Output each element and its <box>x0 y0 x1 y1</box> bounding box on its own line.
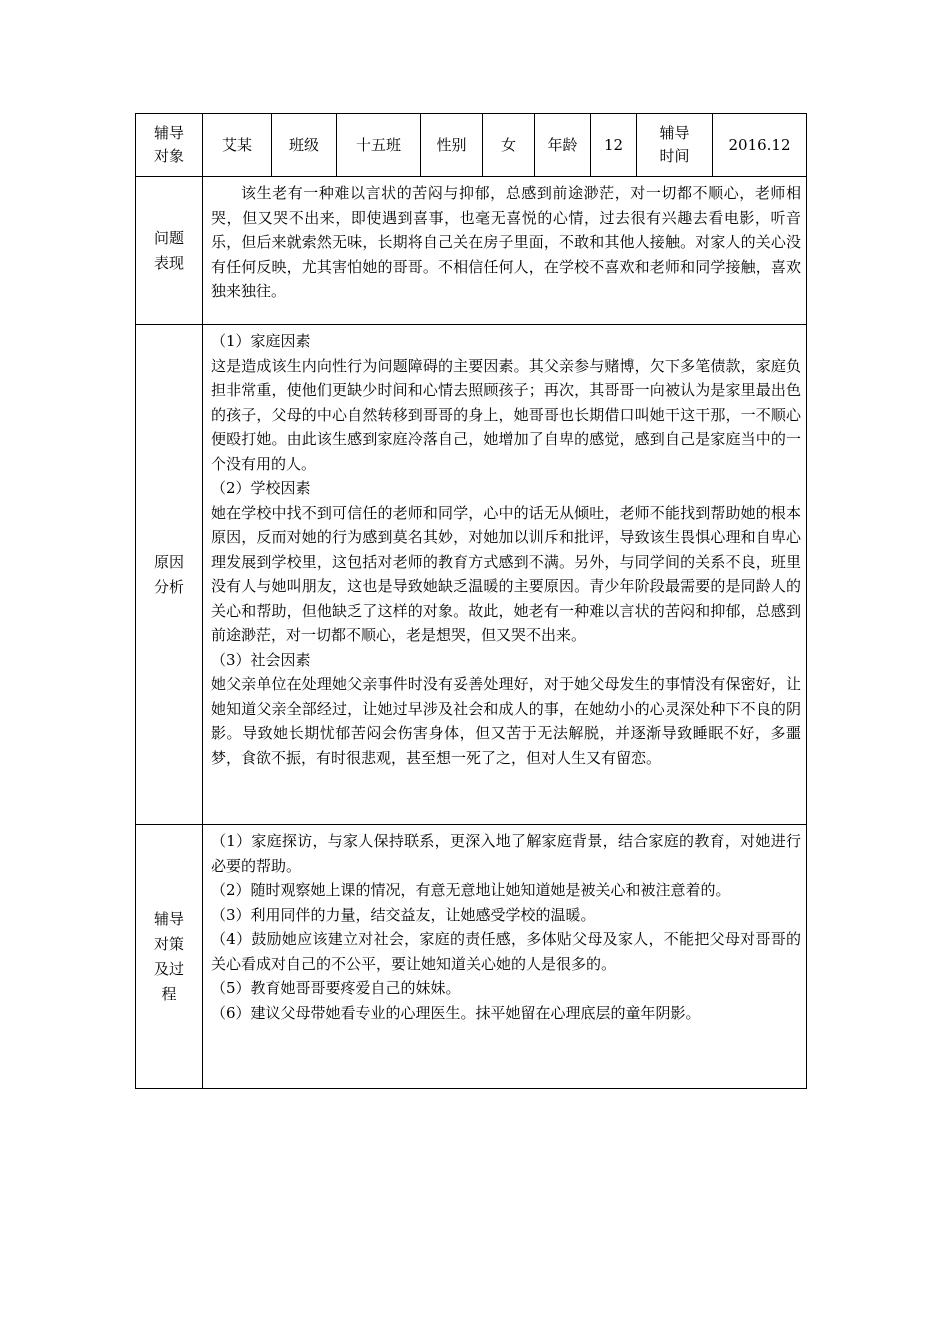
measure-item-6: （6）建议父母带她看专业的心理医生。抹平她留在心理底层的童年阴影。 <box>211 1003 701 1022</box>
age-value: 12 <box>591 114 637 177</box>
reason-row <box>136 325 807 825</box>
measures-label-line-3: 及过 <box>153 959 184 978</box>
measures-label <box>136 825 203 1089</box>
measures-row <box>136 825 807 1089</box>
problem-label <box>136 177 203 325</box>
measures-label-line-2: 对策 <box>153 934 184 953</box>
age-label: 年龄 <box>535 114 591 177</box>
time-label-line-2: 时间 <box>659 147 690 165</box>
counseling-record-sheet <box>135 113 806 1093</box>
time-value: 2016.12 <box>713 114 807 177</box>
reason-heading-society: （3）社会因素 <box>211 650 311 669</box>
problem-label-line-2: 表现 <box>153 253 184 272</box>
reason-text-family: 这是造成该生内向性行为问题障碍的主要因素。其父亲参与赌博，欠下多笔债款，家庭负担非常重，使他们更缺少时间和心情去照顾孩子；再次，其哥哥一向被认为是家里最出色的孩子，父母的中心自然转移到哥哥的身上，她哥哥也长期借口叫她干这干那，一不顺心便殴打她。由此该生感到家庭冷落自己，她增加了自卑的感觉，感到自己是家庭当中的一个没有用的人。 <box>211 356 801 473</box>
reason-heading-school: （2）学校因素 <box>211 479 311 497</box>
subject-value: 艾某 <box>203 114 272 177</box>
reason-label-line-2: 分析 <box>153 577 184 596</box>
reason-text-society: 她父亲单位在处理她父亲事件时没有妥善处理好，对于她父母发生的事情没有保密好，让她知道父亲全部经过，让她过早涉及社会和成人的事，在她幼小的心灵深处种下不良的阴影。导致她长期忧郁苦闷会伤害身体，但又苦于无法解脱，并逐渐导致睡眠不好，多噩梦，食欲不振，有时很悲观，甚至想一死了之，但对人生又有留恋。 <box>211 675 801 767</box>
problem-label-line-1: 问题 <box>153 228 184 247</box>
header-row <box>136 114 807 177</box>
time-label-line-1: 辅导 <box>659 124 690 142</box>
measure-item-5: （5）教育她哥哥要疼爱自己的妹妹。 <box>211 979 461 997</box>
subject-label-line-2: 对象 <box>153 147 184 165</box>
counseling-record-table <box>135 113 807 1089</box>
reason-content <box>203 325 807 825</box>
measure-item-1: （1）家庭探访，与家人保持联系，更深入地了解家庭背景，结合家庭的教育，对她进行必要的帮助。 <box>211 832 801 875</box>
measure-item-3: （3）利用同伴的力量，结交益友，让她感受学校的温暖。 <box>211 905 596 924</box>
class-label: 班级 <box>272 114 337 177</box>
measure-item-4: （4）鼓励她应该建立对社会，家庭的责任感，多体贴父母及家人，不能把父母对哥哥的关心看成对自己的不公平，要让她知道关心她的人是很多的。 <box>211 930 801 973</box>
measures-label-line-4: 程 <box>161 984 177 1003</box>
subject-label-line-1: 辅导 <box>153 124 184 142</box>
reason-text-school: 她在学校中找不到可信任的老师和同学，心中的话无从倾吐，老师不能找到帮助她的根本原因，反而对她的行为感到莫名其妙，对她加以训斥和批评，导致该生畏惧心理和自卑心理发展到学校里，这包括对老师的教育方式感到不满。另外，与同学间的关系不良，班里没有人与她叫朋友，这也是导致她缺乏温暖的主要原因。青少年阶段最需要的是同龄人的关心和帮助，但他缺乏了这样的对象。故此，她老有一种难以言状的苦闷和抑郁，总感到前途渺茫，对一切都不顺心，老是想哭，但又哭不出来。 <box>211 503 801 644</box>
reason-heading-family: （1）家庭因素 <box>211 332 311 350</box>
reason-label-line-1: 原因 <box>153 552 184 571</box>
gender-label: 性别 <box>421 114 483 177</box>
time-label <box>637 114 713 177</box>
measures-label-line-1: 辅导 <box>153 909 184 928</box>
measures-content <box>203 825 807 1089</box>
class-value: 十五班 <box>337 114 421 177</box>
gender-value: 女 <box>483 114 535 177</box>
problem-text: 该生老有一种难以言状的苦闷与抑郁，总感到前途渺茫，对一切都不顺心，老师相哭，但又哭不出来，即使遇到喜事，也毫无喜悦的心情，过去很有兴趣去看电影，听音乐，但后来就索然无味，长期将自己关在房子里面，不敢和其他人接触。对家人的关心没有任何反映，尤其害怕她的哥哥。不相信任何人，在学校不喜欢和老师和同学接触，喜欢独来独往。 <box>211 184 801 300</box>
problem-row <box>136 177 807 325</box>
measure-item-2: （2）随时观察她上课的情况，有意无意地让她知道她是被关心和被注意着的。 <box>211 881 731 899</box>
reason-label <box>136 325 203 825</box>
problem-content <box>203 177 807 325</box>
subject-label <box>136 114 203 177</box>
